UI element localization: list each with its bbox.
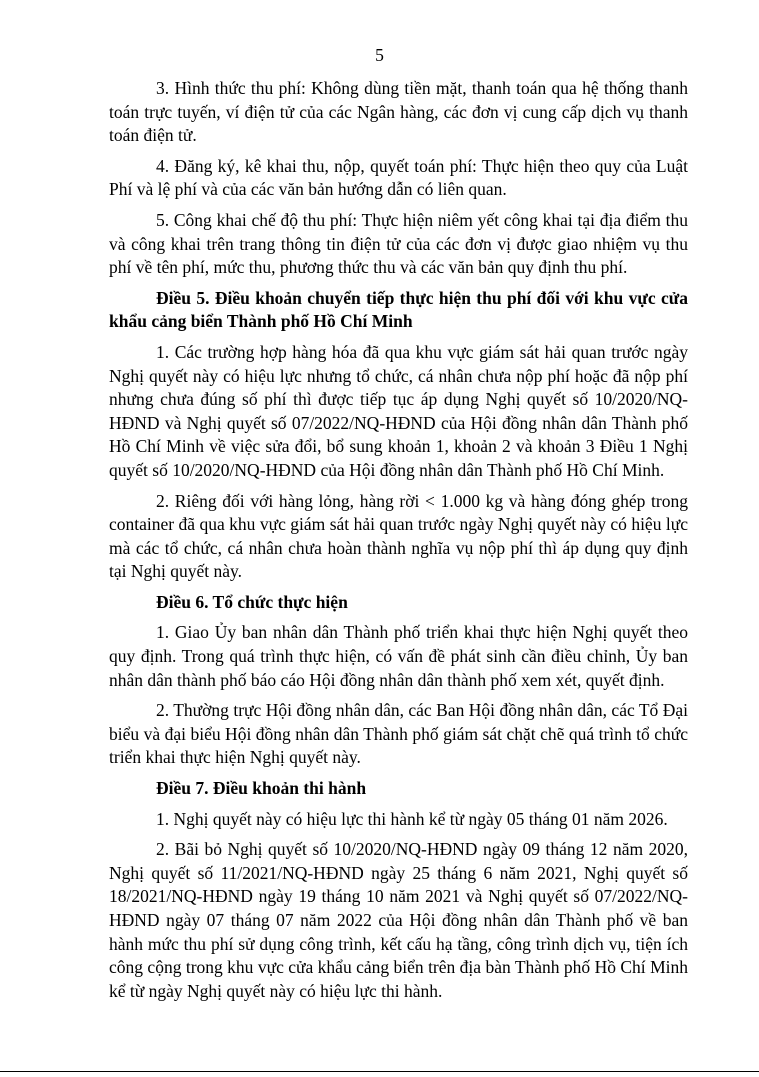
paragraph-art7-item2: 2. Bãi bỏ Nghị quyết số 10/2020/NQ-HĐND ngày 09 tháng 12 năm 2020, Nghị quyết số 11/2021/NQ-HĐND ngày 25 tháng 6 năm 2021, Nghị quyết số 18/2021/NQ-HĐND ngày 19 tháng 10 năm 2021 và Nghị quyết số 07/2022/NQ-HĐND ngày 07 tháng 07 năm 2022 của Hội đồng nhân dân Thành phố về ban hành mức thu phí sử dụng công trình, kết cấu hạ tầng, công trình dịch vụ, tiện ích công cộng trong khu vực cửa khẩu cảng biển trên địa bàn Thành phố Hồ Chí Minh kể từ ngày Nghị quyết này có hiệu lực thi hành. [109, 839, 688, 1001]
paragraph-art4-item5: 5. Công khai chế độ thu phí: Thực hiện niêm yết công khai tại địa điểm thu và công khai trên trang thông tin điện tử của các đơn vị được giao nhiệm vụ thu phí về tên phí, mức thu, phương thức thu và các văn bản quy định thu phí. [109, 209, 688, 278]
bottom-rule [0, 1071, 759, 1072]
article-5-heading: Điều 5. Điều khoản chuyển tiếp thực hiện thu phí đối với khu vực cửa khẩu cảng biển Thành phố Hồ Chí Minh [109, 287, 688, 332]
paragraph-art7-item1: 1. Nghị quyết này có hiệu lực thi hành kể từ ngày 05 tháng 01 năm 2026. [156, 808, 668, 829]
paragraph-art5-item2: 2. Riêng đối với hàng lỏng, hàng rời < 1.000 kg và hàng đóng ghép trong container đã qua khu vực giám sát hải quan trước ngày Nghị quyết này có hiệu lực mà các tổ chức, cá nhân chưa hoàn thành nghĩa vụ nộp phí thì áp dụng quy định tại Nghị quyết này. [109, 490, 688, 582]
page-number: 5 [375, 45, 384, 65]
paragraph-art6-item2: 2. Thường trực Hội đồng nhân dân, các Ban Hội đồng nhân dân, các Tổ Đại biểu và đại biểu Hội đồng nhân dân Thành phố giám sát chặt chẽ quá trình tổ chức triển khai thực hiện Nghị quyết này. [109, 700, 688, 768]
paragraph-art6-item1: 1. Giao Ủy ban nhân dân Thành phố triển khai thực hiện Nghị quyết theo quy định. Trong quá trình thực hiện, có vấn đề phát sinh cần điều chỉnh, Ủy ban nhân dân thành phố báo cáo Hội đồng nhân dân thành phố xem xét, quyết định. [109, 622, 688, 690]
paragraph-art4-item3: 3. Hình thức thu phí: Không dùng tiền mặt, thanh toán qua hệ thống thanh toán trực tuyến, ví điện tử của các Ngân hàng, các đơn vị cung cấp dịch vụ thanh toán điện tử. [109, 78, 688, 146]
document-body [109, 77, 688, 1010]
article-6-heading: Điều 6. Tổ chức thực hiện [156, 591, 348, 612]
paragraph-art5-item1: 1. Các trường hợp hàng hóa đã qua khu vực giám sát hải quan trước ngày Nghị quyết này có hiệu lực nhưng tổ chức, cá nhân chưa nộp phí hoặc đã nộp phí nhưng chưa đúng số phí thì được tiếp tục áp dụng Nghị quyết số 10/2020/NQ-HĐND và Nghị quyết số 07/2022/NQ-HĐND của Hội đồng nhân dân Thành phố Hồ Chí Minh về việc sửa đổi, bổ sung khoản 1, khoản 2 và khoản 3 Điều 1 Nghị quyết số 10/2020/NQ-HĐND của Hội đồng nhân dân Thành phố Hồ Chí Minh. [109, 341, 688, 480]
paragraph-art4-item4: 4. Đăng ký, kê khai thu, nộp, quyết toán phí: Thực hiện theo quy của Luật Phí và lệ phí và của các văn bản hướng dẫn có liên quan. [109, 155, 688, 200]
article-7-heading: Điều 7. Điều khoản thi hành [156, 778, 367, 799]
